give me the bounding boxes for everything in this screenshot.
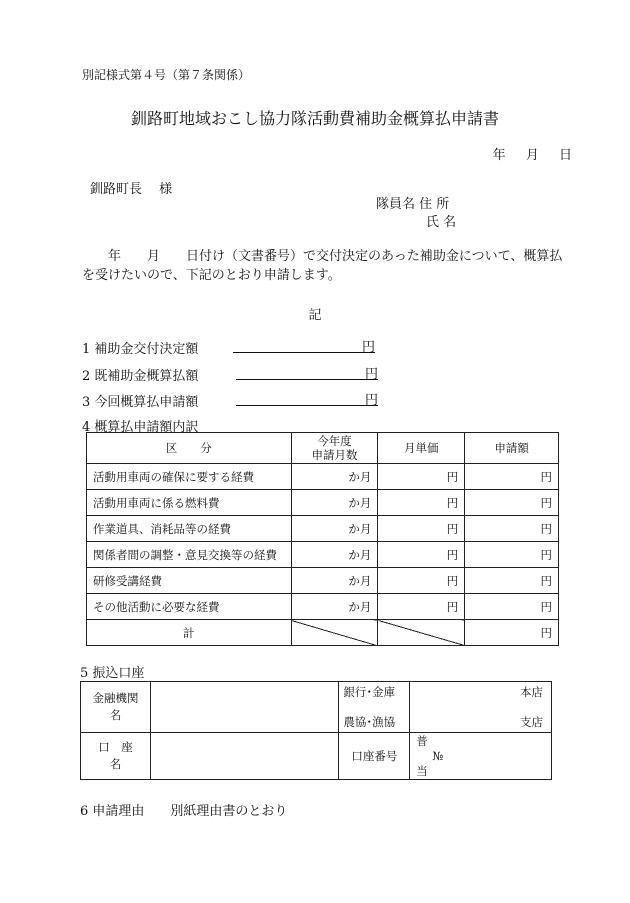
bank-type-top: 銀行･金庫: [343, 685, 396, 699]
row-amount[interactable]: 円: [465, 464, 559, 490]
total-row: [87, 620, 559, 646]
header-category: 区 分: [87, 433, 292, 464]
account-type-futsu: 普: [416, 733, 428, 748]
row-label: 活動用車両に係る燃料費: [87, 490, 292, 516]
row-label: 関係者間の調整・意見交換等の経費: [87, 542, 292, 568]
body-text: 年 月 日付け（文書番号）で交付決定のあった補助金について、概算払を受けたいので、下記のとおり申請します。: [82, 249, 563, 283]
row-label: 活動用車両の確保に要する経費: [87, 464, 292, 490]
row-months[interactable]: か月: [291, 568, 378, 594]
table-row: [87, 542, 559, 568]
account-number-label: 口座番号: [339, 733, 410, 780]
item-paid-amount-label: 2 既補助金概算払額: [82, 369, 199, 384]
bank-institution-row: [81, 682, 552, 733]
date-month: 月: [525, 148, 539, 163]
item-decision-amount-field[interactable]: 円: [233, 336, 375, 353]
date-line: [477, 144, 572, 163]
header-amount: 申請額: [465, 433, 559, 464]
bank-type-bottom: 農協･漁協: [343, 715, 396, 729]
section6-reason: 別紙理由書のとおり: [170, 804, 288, 819]
table-row: [87, 490, 559, 516]
item-breakdown-label: 4 概算払申請額内訳: [82, 420, 199, 435]
row-amount[interactable]: 円: [465, 490, 559, 516]
branch-cell[interactable]: [410, 682, 552, 733]
bank-account-row: [81, 733, 552, 780]
date-year: 年: [492, 148, 506, 163]
row-amount[interactable]: 円: [465, 594, 559, 620]
row-label: 研修受講経費: [87, 568, 292, 594]
row-months[interactable]: か月: [291, 490, 378, 516]
row-months[interactable]: か月: [291, 516, 378, 542]
member-block: [376, 196, 456, 232]
section6: [80, 800, 287, 819]
total-months-struck-cell: [291, 620, 378, 646]
document-title: 釧路町地域おこし協力隊活動費補助金概算払申請書: [130, 109, 499, 128]
branch-label: 支店: [520, 715, 543, 729]
form-number: 別記様式第４号（第７条関係）: [82, 68, 251, 82]
date-day: 日: [558, 148, 572, 163]
total-label: 計: [87, 620, 292, 646]
row-unit-price[interactable]: 円: [378, 542, 465, 568]
header-months-text: 今年度 申請月数: [311, 434, 358, 462]
institution-name-field[interactable]: [150, 682, 339, 733]
row-amount[interactable]: 円: [465, 516, 559, 542]
head-office-label: 本店: [520, 685, 543, 699]
total-unit-price-struck-cell: [378, 620, 465, 646]
addressee: 釧路町長 様: [90, 182, 173, 197]
bank-account-table: [80, 681, 552, 780]
breakdown-table: [86, 432, 559, 646]
member-address-label: 隊員名 住 所: [376, 197, 450, 212]
row-unit-price[interactable]: 円: [378, 594, 465, 620]
item-paid-amount-field[interactable]: 円: [236, 363, 378, 380]
row-amount[interactable]: 円: [465, 542, 559, 568]
section6-label: 6 申請理由: [80, 804, 145, 819]
row-unit-price[interactable]: 円: [378, 516, 465, 542]
item-request-amount-label: 3 今回概算払申請額: [82, 395, 199, 410]
header-unit-price: 月単価: [378, 433, 465, 464]
row-months[interactable]: か月: [291, 542, 378, 568]
row-months[interactable]: か月: [291, 464, 378, 490]
table-row: [87, 594, 559, 620]
section5-heading: 5 振込口座: [80, 666, 145, 681]
item-request-amount-field[interactable]: 円: [236, 389, 378, 406]
member-name-label: 氏 名: [426, 215, 457, 230]
table-row: [87, 516, 559, 542]
row-amount[interactable]: 円: [465, 568, 559, 594]
account-name-field[interactable]: [150, 733, 339, 780]
item-decision-amount-label: 1 補助金交付決定額: [82, 342, 199, 357]
table-row: [87, 568, 559, 594]
account-name-label: 口 座 名: [81, 733, 151, 780]
header-months: [291, 433, 378, 464]
account-number-field[interactable]: [410, 733, 552, 780]
row-unit-price[interactable]: 円: [378, 490, 465, 516]
account-no-mark: №: [432, 748, 444, 763]
ki-heading: 記: [308, 308, 322, 323]
row-unit-price[interactable]: 円: [378, 464, 465, 490]
row-months[interactable]: か月: [291, 594, 378, 620]
row-label: 作業道具、消耗品等の経費: [87, 516, 292, 542]
bank-type-cell: [339, 682, 410, 733]
row-unit-price[interactable]: 円: [378, 568, 465, 594]
row-label: その他活動に必要な経費: [87, 594, 292, 620]
breakdown-header-row: [87, 433, 559, 464]
total-amount[interactable]: 円: [465, 620, 559, 646]
account-type-toza: 当: [416, 763, 428, 778]
institution-label: 金融機関 名: [81, 682, 151, 733]
table-row: [87, 464, 559, 490]
